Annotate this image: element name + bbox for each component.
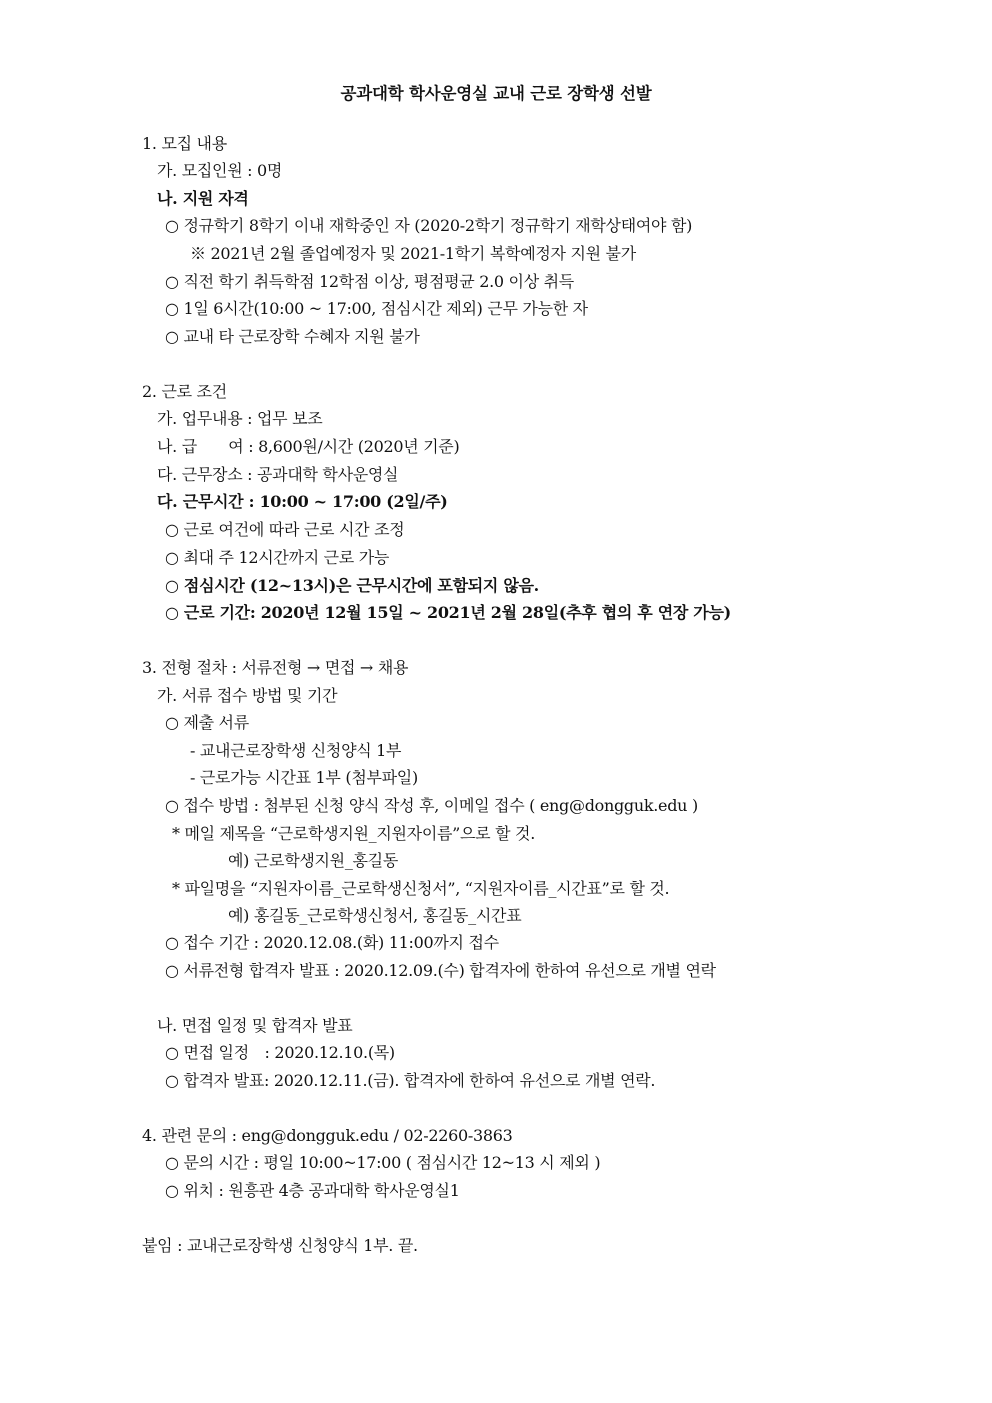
- filename-example: 예) 홍길동_근로학생신청서, 홍길동_시간표: [228, 906, 522, 925]
- filename-note: * 파일명을 “지원자이름_근로학생신청서”, “지원자이름_시간표”로 할 것.: [172, 879, 670, 898]
- document-item: - 근로가능 시간표 1부 (첨부파일): [190, 768, 418, 787]
- work-period: ○ 근로 기간: 2020년 12월 15일 ~ 2021년 2월 28일(추후 협의 후 연장 가능): [165, 603, 731, 622]
- document-result: ○ 서류전형 합격자 발표 : 2020.12.09.(수) 합격자에 한하여 유선으로 개별 연락: [165, 961, 716, 980]
- application-method: ○ 접수 방법 : 첨부된 신청 양식 작성 후, 이메일 접수 ( eng@dongguk.edu ): [165, 796, 698, 815]
- qualification-item: ○ 교내 타 근로장학 수혜자 지원 불가: [165, 327, 420, 346]
- mail-subject-note: * 메일 제목을 “근로학생지원_지원자이름”으로 할 것.: [172, 824, 535, 843]
- section-2-heading: 2. 근로 조건: [142, 382, 227, 401]
- qualification-item: ○ 1일 6시간(10:00 ~ 17:00, 점심시간 제외) 근무 가능한 자: [165, 299, 588, 318]
- inquiry-hours: ○ 문의 시간 : 평일 10:00~17:00 ( 점심시간 12~13 시 제외 ): [165, 1153, 601, 1172]
- work-condition-item: ○ 점심시간 (12~13시)은 근무시간에 포함되지 않음.: [165, 576, 539, 595]
- interview-date: ○ 면접 일정 : 2020.12.10.(목): [165, 1043, 395, 1062]
- qualification-heading: 나. 지원 자격: [157, 189, 249, 208]
- work-content: 가. 업무내용 : 업무 보조: [157, 409, 323, 428]
- section-3-heading: 3. 전형 절차 : 서류전형 → 면접 → 채용: [142, 658, 409, 677]
- attachment-note: 붙임 : 교내근로장학생 신청양식 1부. 끝.: [142, 1236, 418, 1255]
- wage: 나. 급 여 : 8,600원/시간 (2020년 기준): [157, 437, 460, 456]
- work-condition-item: ○ 근로 여건에 따라 근로 시간 조정: [165, 520, 405, 539]
- section-4-heading: 4. 관련 문의 : eng@dongguk.edu / 02-2260-3863: [142, 1126, 513, 1145]
- office-location: ○ 위치 : 원흥관 4층 공과대학 학사운영실1: [165, 1181, 460, 1200]
- work-place: 다. 근무장소 : 공과대학 학사운영실: [157, 465, 399, 484]
- final-result: ○ 합격자 발표: 2020.12.11.(금). 합격자에 한하여 유선으로 개별 연락.: [165, 1071, 656, 1090]
- application-period: ○ 접수 기간 : 2020.12.08.(화) 11:00까지 접수: [165, 933, 499, 952]
- recruit-count: 가. 모집인원 : 0명: [157, 161, 283, 180]
- work-condition-item: ○ 최대 주 12시간까지 근로 가능: [165, 548, 390, 567]
- documents-heading: ○ 제출 서류: [165, 713, 249, 732]
- document-item: - 교내근로장학생 신청양식 1부: [190, 741, 402, 760]
- interview-heading: 나. 면접 일정 및 합격자 발표: [157, 1016, 353, 1035]
- qualification-note: ※ 2021년 2월 졸업예정자 및 2021-1학기 복학예정자 지원 불가: [190, 244, 636, 263]
- section-1-heading: 1. 모집 내용: [142, 134, 227, 153]
- qualification-item: ○ 정규학기 8학기 이내 재학중인 자 (2020-2학기 정규학기 재학상태여야 함): [165, 216, 693, 235]
- work-hours: 다. 근무시간 : 10:00 ~ 17:00 (2일/주): [157, 492, 448, 511]
- qualification-item: ○ 직전 학기 취득학점 12학점 이상, 평점평균 2.0 이상 취득: [165, 272, 574, 291]
- document-title: 공과대학 학사운영실 교내 근로 장학생 선발: [340, 84, 652, 103]
- mail-subject-example: 예) 근로학생지원_홍길동: [228, 851, 398, 870]
- application-heading: 가. 서류 접수 방법 및 기간: [157, 686, 338, 705]
